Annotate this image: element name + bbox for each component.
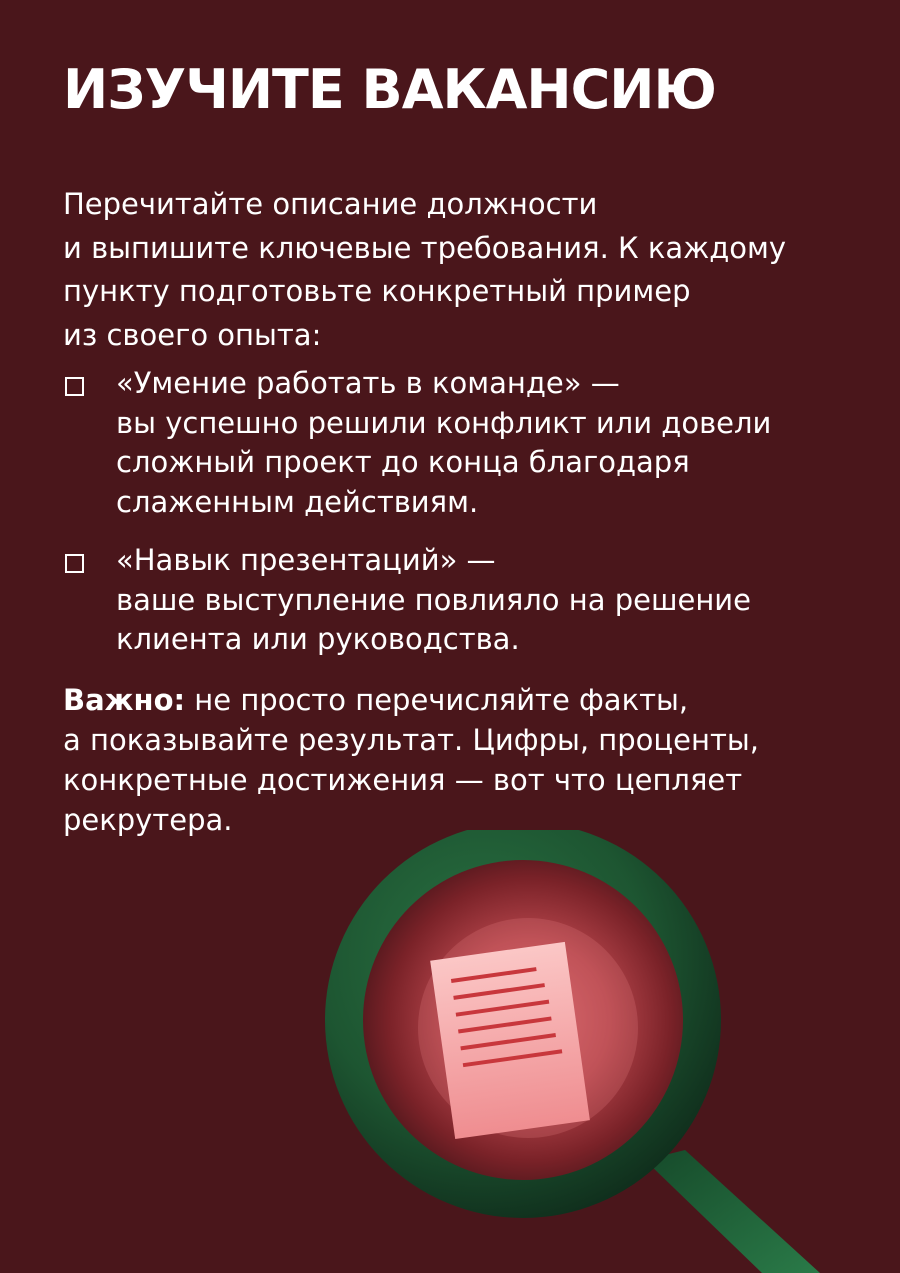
- checklist-line: слаженным действиям.: [116, 484, 479, 519]
- empty-checkbox-icon: [65, 377, 84, 396]
- checklist-line: клиента или руководства.: [116, 622, 520, 656]
- intro-line: из своего опыта:: [63, 317, 322, 352]
- checklist-line: «Умение работать в команде» —: [116, 366, 620, 400]
- intro-line: Перечитайте описание должности: [63, 187, 598, 221]
- page-title: ИЗУЧИТЕ ВАКАНСИЮ: [63, 58, 716, 121]
- note-line: конкретные достижения — вот что цепляет: [63, 763, 743, 797]
- magnifier-handle: [645, 1150, 820, 1273]
- note-line: рекрутера.: [63, 803, 233, 837]
- empty-checkbox-icon: [65, 554, 84, 573]
- magnifying-glass-over-document-icon: [300, 830, 900, 1273]
- checklist-line: сложный проект до конца благодаря: [116, 445, 690, 479]
- important-note: [63, 680, 843, 840]
- checklist-line: вы успешно решили конфликт или довели: [116, 405, 772, 440]
- document-sheet: [430, 942, 590, 1139]
- note-line: не просто перечисляйте факты,: [185, 683, 689, 717]
- checklist-item-text: [116, 541, 836, 660]
- note-label: Важно:: [63, 683, 186, 717]
- checklist-item-text: [116, 364, 836, 522]
- checklist-line: ваше выступление повлияло на решение: [116, 582, 751, 617]
- intro-paragraph: [63, 183, 833, 357]
- note-line: а показывайте результат. Цифры, проценты,: [63, 723, 759, 757]
- intro-line: и выпишите ключевые требования. К каждому: [63, 230, 787, 265]
- intro-line: пункту подготовьте конкретный пример: [63, 274, 691, 308]
- checklist-line: «Навык презентаций» —: [116, 543, 496, 577]
